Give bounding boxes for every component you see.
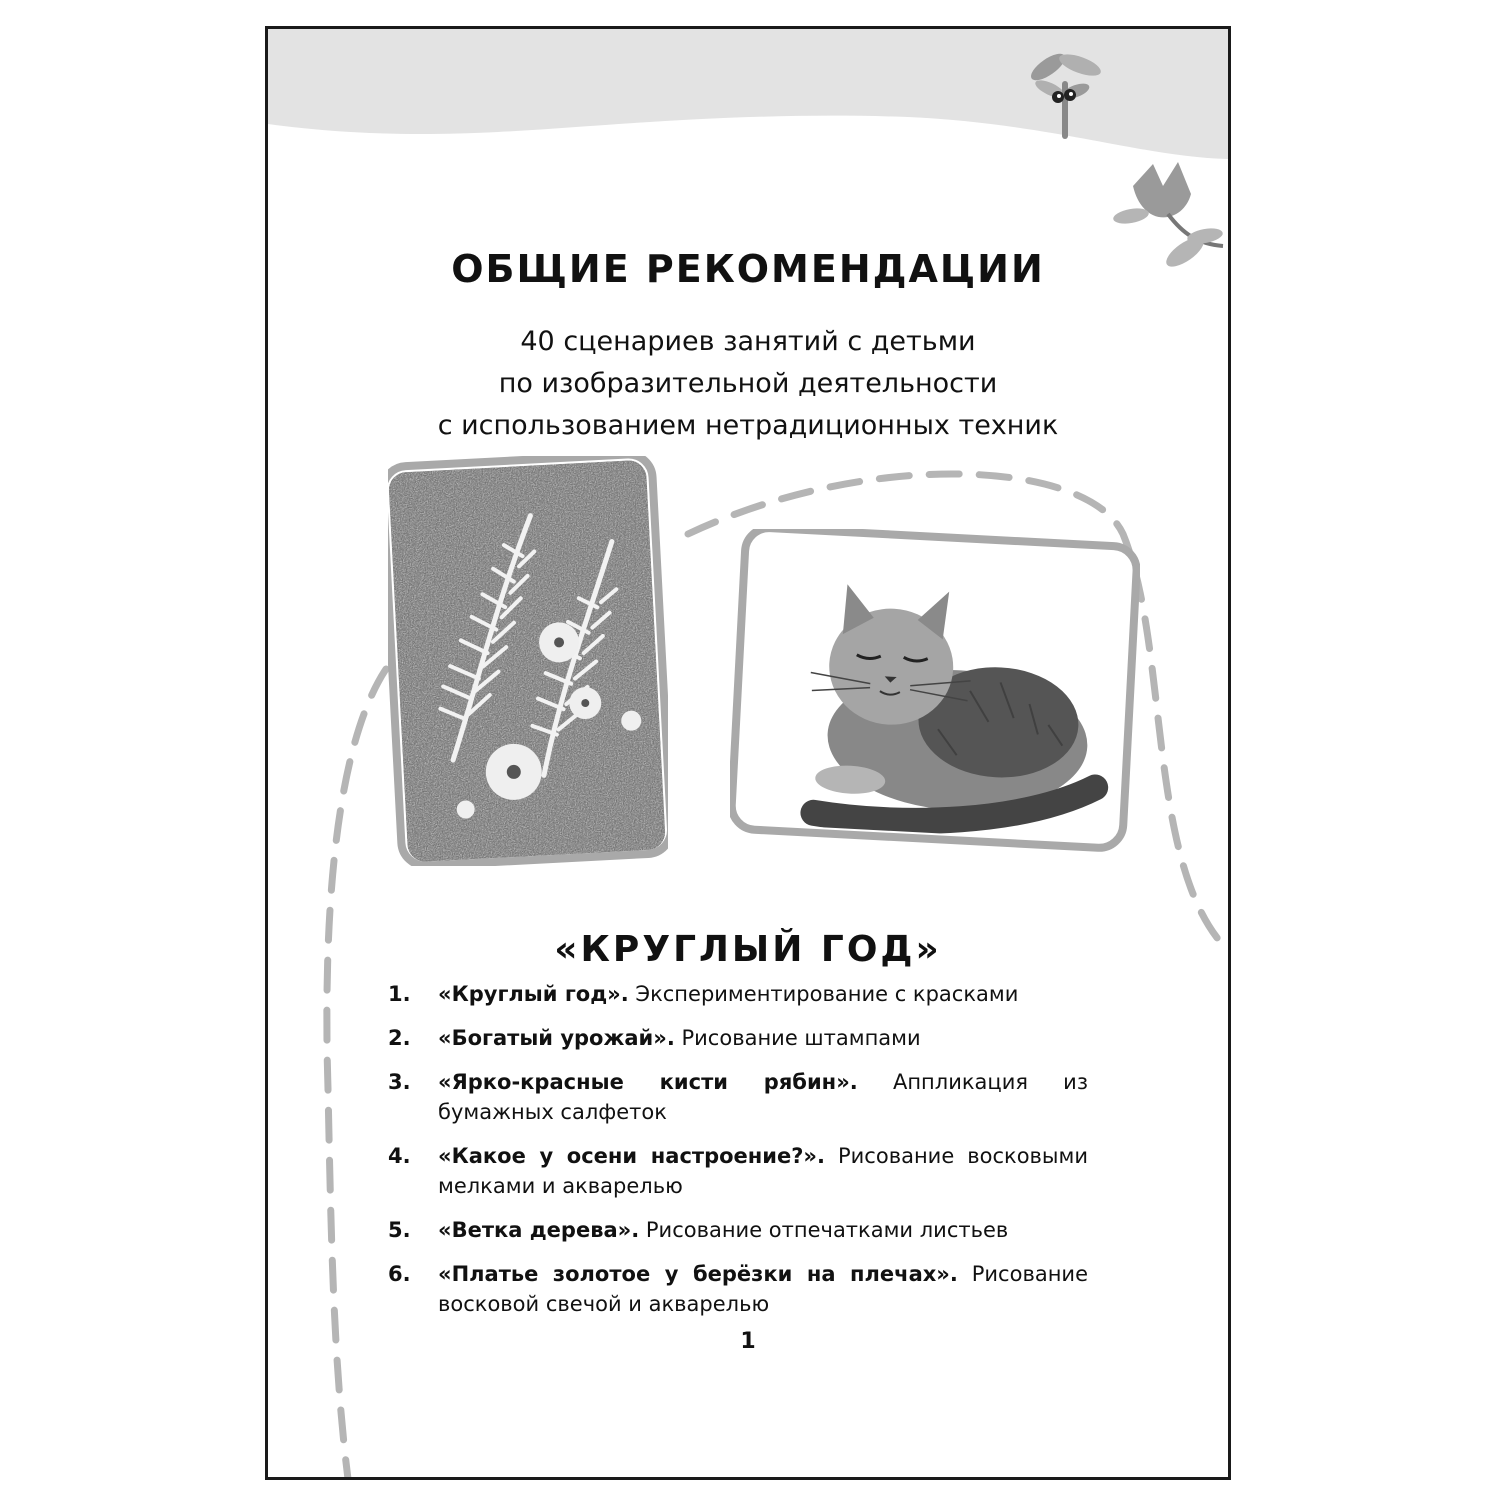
page-subtitle [268,321,1228,447]
item-description: Рисование восковой свечой и акварелью [438,1262,1088,1316]
list-item [388,1067,1088,1127]
item-description: Экспериментирование с красками [628,982,1019,1006]
item-name: «Какое у осени настроение?». [438,1144,825,1168]
section-title: «КРУГЛЫЙ ГОД» [554,929,942,970]
list-item [388,1259,1088,1319]
header-band [268,29,1231,159]
subtitle-line: с использованием нетрадиционных техник [437,410,1059,441]
dashed-path-left [327,669,386,1479]
item-number: 1. [388,982,411,1006]
lesson-list [388,979,1088,1333]
item-description: Рисование штампами [674,1026,921,1050]
item-name: «Платье золотое у берёзки на плечах». [438,1262,958,1286]
item-name: «Богатый урожай». [438,1026,675,1050]
subtitle-line: 40 сценариев занятий с детьми [520,326,976,357]
fern-artwork-image [388,456,668,866]
book-page [265,26,1231,1480]
item-description: Аппликация из бумажных салфеток [438,1070,1088,1124]
item-description: Рисование восковыми мелками и акварелью [438,1144,1088,1198]
list-item [388,1023,1088,1053]
item-number: 6. [388,1262,411,1286]
subtitle-line: по изобразительной деятельности [498,368,998,399]
page-title: ОБЩИЕ РЕКОМЕНДАЦИИ [451,247,1045,291]
item-number: 2. [388,1026,411,1050]
item-number: 4. [388,1144,411,1168]
list-item [388,1141,1088,1201]
list-item [388,979,1088,1009]
item-number: 3. [388,1070,411,1094]
cat-artwork-image [730,529,1140,854]
item-name: «Круглый год». [438,982,629,1006]
list-item [388,1215,1088,1245]
item-number: 5. [388,1218,411,1242]
item-description: Рисование отпечатками листьев [639,1218,1009,1242]
item-name: «Ветка дерева». [438,1218,640,1242]
page-number: 1 [740,1329,756,1354]
item-name: «Ярко-красные кисти рябин». [438,1070,858,1094]
